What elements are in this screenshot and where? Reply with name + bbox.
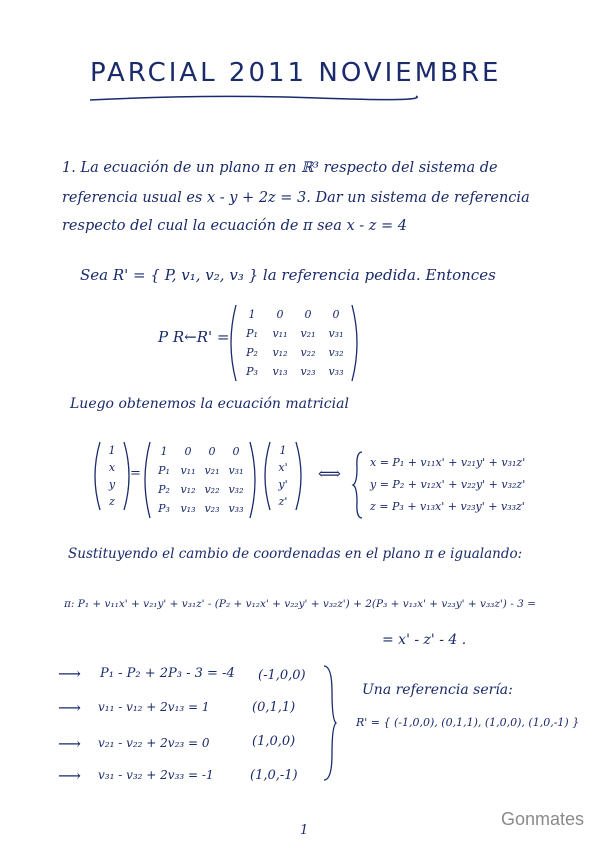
- pi-equation-2: = x' - z' - 4 .: [382, 632, 467, 648]
- matrix-cell: 1: [248, 308, 256, 321]
- matrix-cell: v₂₂: [300, 346, 316, 359]
- sea-line: Sea R' = { P, v₁, v₂, v₃ } la referencia pedida. Entonces: [80, 266, 496, 284]
- una-referencia: Una referencia sería:: [362, 682, 513, 698]
- condition-sol-3: (1,0,0): [252, 734, 296, 749]
- vec-left-grid: [102, 444, 122, 508]
- matrix-cell: 0: [276, 308, 284, 321]
- reference-answer: R' = { (-1,0,0), (0,1,1), (1,0,0), (1,0,-1) }: [356, 716, 580, 729]
- problem-line-2: referencia usual es x - y + 2z = 3. Dar un sistema de referencia: [62, 190, 530, 206]
- matrix-cell: v₁₃: [180, 502, 196, 515]
- conditions-brace: [322, 664, 336, 782]
- condition-sol-4: (1,0,-1): [250, 768, 298, 783]
- matrix-cell: 0: [332, 308, 340, 321]
- matrix-p-grid: [238, 308, 350, 378]
- matrix-cell: 1: [108, 444, 116, 457]
- matrix-cell: v₁₂: [272, 346, 288, 359]
- matrix-p: [228, 303, 360, 383]
- matrix-label: P R←R' =: [158, 328, 230, 346]
- right-paren: [294, 440, 304, 512]
- matrix-cell: z': [278, 495, 288, 508]
- system-eq-2: y = P₂ + v₁₂x' + v₂₂y' + v₃₂z': [370, 478, 526, 491]
- condition-sol-2: (0,1,1): [252, 700, 296, 715]
- matrix-cell: 1: [279, 444, 287, 457]
- matrix-cell: P₁: [158, 464, 170, 477]
- iff-symbol: ⟺: [318, 464, 341, 483]
- matrix-p-2: [142, 440, 258, 520]
- matrix-cell: v₁₁: [272, 327, 288, 340]
- matrix-cell: P₃: [158, 502, 170, 515]
- matrix-p2-grid: [152, 445, 248, 515]
- vec-right: [262, 440, 304, 512]
- matrix-cell: v₁₂: [180, 483, 196, 496]
- vec-right-grid: [272, 444, 294, 508]
- luego-line: Luego obtenemos la ecuación matricial: [70, 396, 349, 412]
- title-underline: [88, 92, 418, 104]
- problem-line-1: 1. La ecuación de un plano π en ℝ³ respecto del sistema de: [62, 160, 498, 176]
- matrix-cell: x: [108, 461, 116, 474]
- matrix-cell: y: [108, 478, 116, 491]
- right-paren: [248, 440, 258, 520]
- matrix-cell: y': [278, 478, 288, 491]
- problem-line-3: respecto del cual la ecuación de π sea x - z = 4: [62, 218, 407, 234]
- left-paren: [142, 440, 152, 520]
- matrix-cell: v₃₁: [328, 327, 344, 340]
- matrix-cell: 0: [184, 445, 192, 458]
- matrix-cell: 0: [304, 308, 312, 321]
- matrix-cell: v₃₂: [228, 483, 244, 496]
- page-number: 1: [300, 823, 309, 838]
- system-brace: [352, 450, 364, 520]
- right-paren: [350, 303, 360, 383]
- page-title: PARCIAL 2011 NOVIEMBRE: [90, 58, 502, 88]
- arrow-icon: ⟶: [58, 734, 81, 753]
- condition-eq-2: v₁₁ - v₁₂ + 2v₁₃ = 1: [98, 700, 210, 714]
- condition-eq-4: v₃₁ - v₃₂ + 2v₃₃ = -1: [98, 768, 214, 782]
- matrix-cell: v₂₁: [204, 464, 220, 477]
- vec-left: [92, 440, 132, 512]
- matrix-cell: v₃₂: [328, 346, 344, 359]
- equals-sign: =: [130, 466, 141, 481]
- matrix-cell: v₂₃: [300, 365, 316, 378]
- condition-sol-1: (-1,0,0): [258, 668, 306, 683]
- matrix-cell: x': [278, 461, 288, 474]
- arrow-icon: ⟶: [58, 664, 81, 683]
- left-paren: [262, 440, 272, 512]
- watermark: Gonmates: [500, 809, 584, 829]
- matrix-cell: v₂₃: [204, 502, 220, 515]
- matrix-cell: v₂₁: [300, 327, 316, 340]
- matrix-cell: P₂: [158, 483, 170, 496]
- matrix-cell: v₃₃: [228, 502, 244, 515]
- condition-eq-3: v₂₁ - v₂₂ + 2v₂₃ = 0: [98, 736, 210, 750]
- matrix-cell: v₃₃: [328, 365, 344, 378]
- left-paren: [92, 440, 102, 512]
- system-eq-1: x = P₁ + v₁₁x' + v₂₁y' + v₃₁z': [370, 456, 526, 469]
- left-paren: [228, 303, 238, 383]
- sustituyendo-line: Sustituyendo el cambio de coordenadas en el plano π e igualando:: [68, 546, 523, 562]
- matrix-cell: 0: [208, 445, 216, 458]
- matrix-cell: z: [109, 495, 115, 508]
- matrix-cell: P₃: [246, 365, 258, 378]
- matrix-cell: v₁₃: [272, 365, 288, 378]
- matrix-cell: 1: [160, 445, 168, 458]
- pi-equation-1: π: P₁ + v₁₁x' + v₂₁y' + v₃₁z' - (P₂ + v₁₂x' + v₂₂y' + v₃₂z') + 2(P₃ + v₁₃x' + v₂₃y' + v₃₃z') - 3 =: [64, 598, 536, 610]
- arrow-icon: ⟶: [58, 698, 81, 717]
- arrow-icon: ⟶: [58, 766, 81, 785]
- matrix-cell: v₁₁: [180, 464, 196, 477]
- matrix-cell: v₂₂: [204, 483, 220, 496]
- matrix-cell: v₃₁: [228, 464, 244, 477]
- matrix-cell: P₁: [246, 327, 258, 340]
- matrix-cell: 0: [232, 445, 240, 458]
- condition-eq-1: P₁ - P₂ + 2P₃ - 3 = -4: [100, 666, 235, 681]
- system-eq-3: z = P₃ + v₁₃x' + v₂₃y' + v₃₃z': [370, 500, 525, 513]
- matrix-cell: P₂: [246, 346, 258, 359]
